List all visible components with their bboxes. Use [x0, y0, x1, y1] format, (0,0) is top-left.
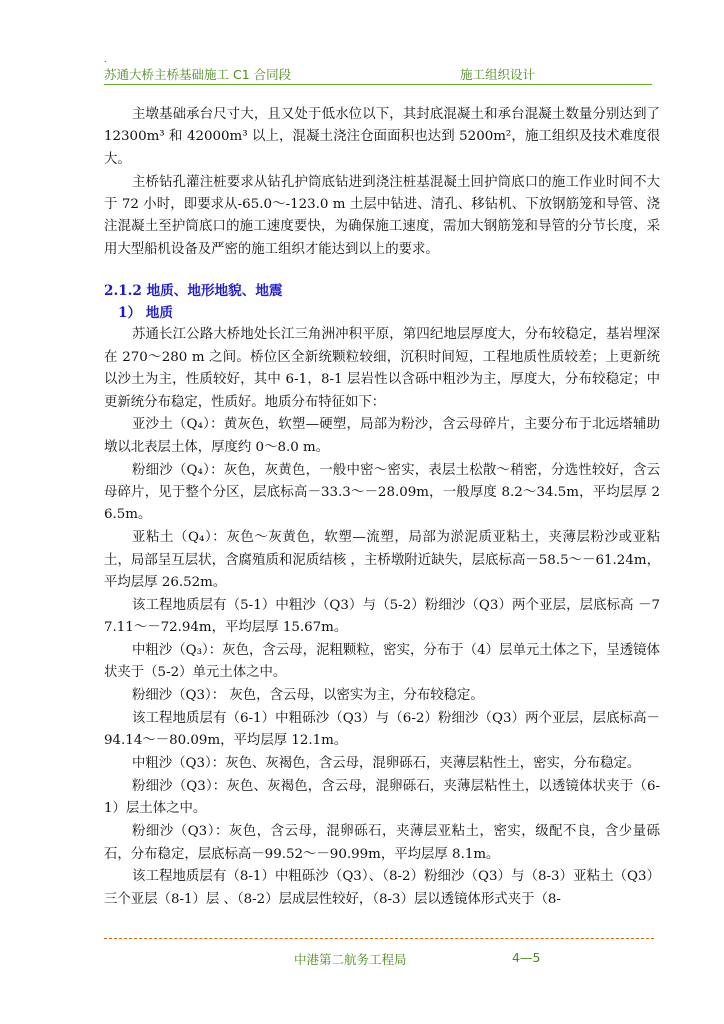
paragraph-layer: 中粗沙（Q₃）：灰色，含云母，泥粗颗粒，密实，分布于（4）层单元土体之下，呈透镜体状夹于（5-2）单元土体之中。 [104, 643, 660, 681]
paragraph-piles: 主桥钻孔灌注桩要求从钻孔护筒底钻进到浇注桩基混凝土回护筒底口的施工作业时间不大于 72 小时，即要求从-65.0～-123.0 m 土层中钻进、清孔、移钻机、下放钢筋笼和导管、浇注混凝土至护筒底口的施工速度要快，为确保施工速度，需加大钢筋笼和导管的分节长度，采用大型船机设备及严密的施工组织才能达到以上的要求。 [104, 174, 660, 257]
paragraph-layer: 粉细沙（Q3）：灰色，含云母，混卵砾石，夹薄层亚粘土，密实，级配不良，含少量砾石，分布稳定，层底标高－99.52～－90.99m，平均层厚 8.1m。 [104, 824, 660, 862]
subsection-heading: 1） 地质 [118, 305, 173, 322]
header-document-title: 施工组织设计 [460, 67, 536, 82]
paragraph-layer: 该工程地质层有（5-1）中粗沙（Q3）与（5-2）粉细沙（Q3）两个亚层，层底标高 －77.11～－72.94m，平均层厚 15.67m。 [104, 597, 660, 636]
section-heading: 2.1.2 地质、地形地貌、地震 [104, 282, 283, 299]
document-body [104, 104, 660, 912]
paragraph-layer: 中粗沙（Q3）：灰色、灰褐色，含云母，混卵砾石，夹薄层粘性土，密实，分布稳定。 [132, 756, 641, 772]
paragraph-layer: 该工程地质层有（6-1）中粗砾沙（Q3）与（6-2）粉细沙（Q3）两个亚层，层底标高－94.14～－80.09m，平均层厚 12.1m。 [104, 711, 660, 749]
paragraph-layer: 亚沙土（Q₄）：黄灰色，软塑—硬塑，局部为粉沙，含云母碎片，主要分布于北远塔辅助墩以北表层土体，厚度约 0～8.0 m。 [104, 417, 660, 455]
page-footer [104, 938, 654, 978]
paragraph-layer: 亚粘土（Q₄）：灰色～灰黄色，软塑—流塑，局部为淤泥质亚粘土，夹薄层粉沙或亚粘土，局部呈互层状，含腐殖质和泥质结核 ，主桥墩附近缺失，层底标高－58.5～－61.24m，平均层厚 26.52m。 [104, 530, 660, 591]
header-rule [104, 84, 652, 85]
paragraph-foundation: 主墩基础承台尺寸大，且又处于低水位以下，其封底混凝土和承台混凝土数量分别达到了 12300m³ 和 42000m³ 以上，混凝土浇注仓面面积也达到 5200m²，施工组织及技术难度很大。 [104, 107, 660, 167]
paragraph-layer: 该工程地质层有（8-1）中粗砾沙（Q3）、（8-2）粉细沙（Q3）与（8-3）亚粘土（Q3）三个亚层（8-1）层 、（8-2）层成层性较好，（8-3）层以透镜体形式夹于（8- [104, 869, 660, 907]
paragraph-layer: 粉细沙（Q₄）：灰色，灰黄色，一般中密～密实，表层土松散～稍密，分选性较好，含云母碎片，见于整个分区，层底标高－33.3～－28.09m，一般厚度 8.2～34.5m，平均层厚 26.5m。 [104, 462, 660, 523]
page-header [104, 56, 652, 86]
header-mark: . [104, 55, 107, 64]
paragraph-geology-overview: 苏通长江公路大桥地处长江三角洲冲积平原，第四纪地层厚度大，分布较稳定，基岩埋深在 270～280 m 之间。桥位区全新统颗粒较细，沉积时间短，工程地质性质较差；上更新统以沙土为主，性质较好，其中 6-1，8-1 层岩性以含砾中粗沙为主，厚度大，分布较稳定；中更新统分布稳定，性质好。地质分布特征如下： [104, 327, 660, 410]
page-number: 4—5 [512, 950, 541, 965]
footer-organization: 中港第二航务工程局 [294, 952, 407, 967]
paragraph-layer: 粉细沙（Q3）： 灰色，含云母，以密实为主，分布较稳定。 [132, 688, 484, 704]
header-project-title: 苏通大桥主桥基础施工 C1 合同段 [104, 67, 292, 82]
footer-rule [104, 938, 654, 939]
paragraph-layer: 粉细沙（Q3）：灰色、灰褐色，含云母，混卵砾石，夹薄层粘性土，以透镜体状夹于（6-1）层土体之中。 [104, 779, 660, 817]
spacer [104, 262, 660, 280]
